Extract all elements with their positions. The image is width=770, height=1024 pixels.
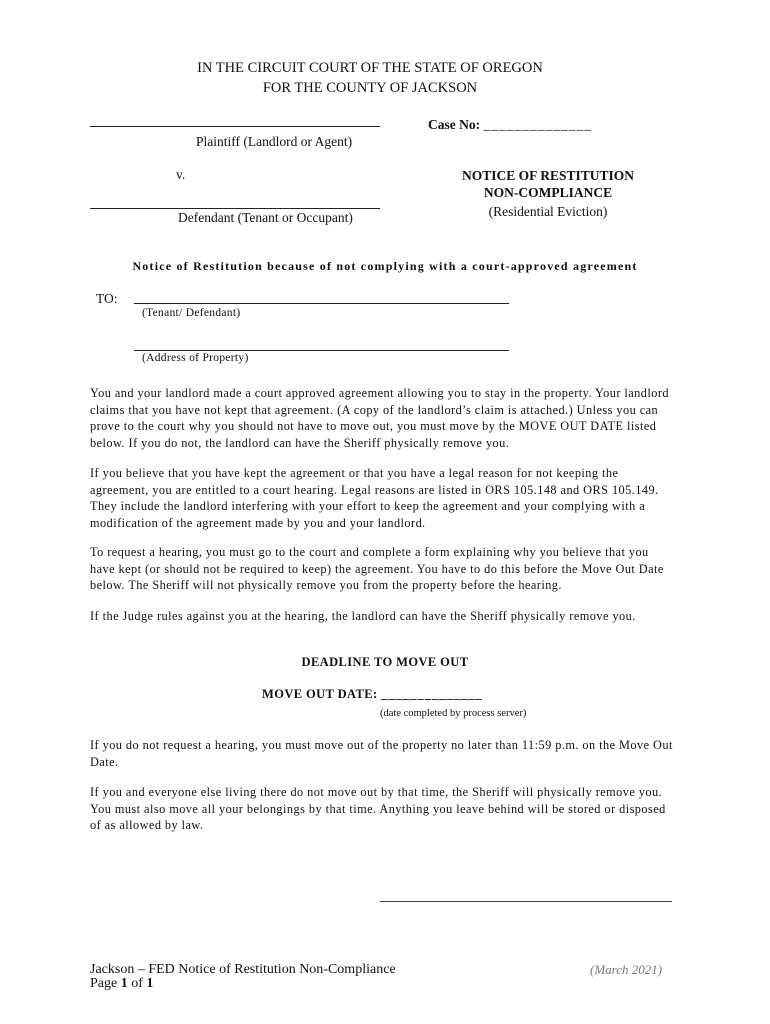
- tenant-caption: (Tenant/ Defendant): [142, 307, 241, 319]
- notice-heading: Notice of Restitution because of not complying with a court-approved agreement: [132, 259, 638, 273]
- page-current: 1: [120, 976, 128, 991]
- case-number-label: Case No:: [428, 117, 481, 132]
- footer-revision-date: (March 2021): [590, 962, 663, 977]
- case-number-field[interactable]: [428, 117, 592, 133]
- form-title-line1: NOTICE OF RESTITUTION: [461, 168, 635, 183]
- property-address-line[interactable]: [134, 350, 509, 351]
- move-out-date-blank[interactable]: ______________: [381, 687, 483, 701]
- paragraph-judge-ruling: If the Judge rules against you at the hearing, the landlord can have the Sheriff physically remove you.: [90, 609, 636, 623]
- page-of: of: [131, 976, 143, 991]
- versus-label: v.: [176, 167, 186, 182]
- plaintiff-signature-line[interactable]: [90, 126, 380, 127]
- move-out-date-field[interactable]: [262, 687, 483, 702]
- paragraph-no-hearing: If you do not request a hearing, you must move out of the property no later than 11:59 p.m. on the Move Out Date.: [90, 738, 673, 769]
- court-heading-line2: FOR THE COUNTY OF JACKSON: [262, 80, 478, 96]
- address-caption: (Address of Property): [142, 352, 249, 364]
- form-title-line2: NON-COMPLIANCE: [483, 185, 613, 200]
- footer-page-number: [90, 976, 153, 992]
- paragraph-agreement: You and your landlord made a court approved agreement allowing you to stay in the property. Your landlord claims that you have not kept that agreement. (A copy of the landlord’s claim is attached.) Unless you can prove to the court why you should not have to move out, you must move by the MOVE OUT DATE listed below. If you do not, the landlord can have the Sheriff physically remove you.: [90, 386, 669, 450]
- case-number-blank[interactable]: ______________: [483, 117, 592, 132]
- footer-form-name: Jackson – FED Notice of Restitution Non-Compliance: [90, 962, 396, 977]
- signature-line[interactable]: [380, 901, 672, 902]
- defendant-label: Defendant (Tenant or Occupant): [178, 210, 353, 225]
- deadline-heading: DEADLINE TO MOVE OUT: [301, 655, 469, 669]
- tenant-name-line[interactable]: [134, 303, 509, 304]
- move-out-date-label: MOVE OUT DATE:: [262, 687, 378, 701]
- paragraph-request-hearing: To request a hearing, you must go to the court and complete a form explaining why you believe that you have kept (or should not be required to keep) the agreement. You have to do this before the Move Out Date below. The Sheriff will not physically remove you from the property before the hearing.: [90, 545, 664, 592]
- page-prefix: Page: [90, 976, 118, 991]
- plaintiff-label: Plaintiff (Landlord or Agent): [196, 134, 353, 149]
- to-label: TO:: [96, 291, 118, 306]
- court-heading-line1: IN THE CIRCUIT COURT OF THE STATE OF OREGON: [197, 60, 543, 76]
- move-out-date-note: (date completed by process server): [380, 708, 527, 719]
- page-total: 1: [146, 976, 154, 991]
- paragraph-hearing-rights: If you believe that you have kept the agreement or that you have a legal reason for not keeping the agreement, you are entitled to a court hearing. Legal reasons are listed in ORS 105.148 and ORS 105.149. They include the landlord interfering with your effort to keep the agreement and your complying with a modification of the agreement made by you and your landlord.: [90, 466, 659, 530]
- form-subtitle: (Residential Eviction): [488, 204, 608, 219]
- defendant-signature-line[interactable]: [90, 208, 380, 209]
- paragraph-sheriff-removal: If you and everyone else living there do not move out by that time, the Sheriff will physically remove you. You must also move all your belongings by that time. Anything you leave behind will be stored or disposed of as allowed by law.: [90, 785, 666, 832]
